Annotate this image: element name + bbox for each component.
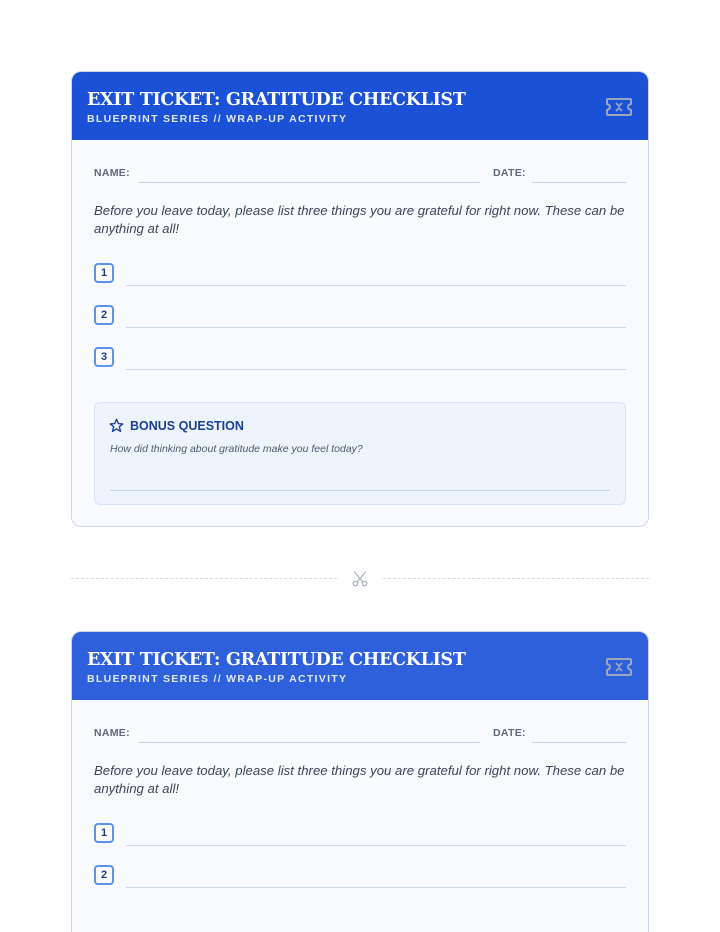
ticket-title: EXIT TICKET: GRATITUDE CHECKLIST	[87, 650, 466, 670]
date-label: DATE:	[493, 167, 526, 179]
name-date-row	[94, 167, 626, 183]
item-number: 2	[94, 305, 114, 325]
ticket-title: EXIT TICKET: GRATITUDE CHECKLIST	[87, 90, 466, 110]
item-answer-line[interactable]	[126, 845, 626, 846]
ticket-subtitle: BLUEPRINT SERIES // WRAP-UP ACTIVITY	[87, 113, 348, 125]
scissors-icon	[351, 570, 369, 588]
ticket-header	[72, 72, 648, 140]
ticket-icon	[605, 657, 633, 677]
instructions-text: Before you leave today, please list three things you are grateful for right now. These can be anything at all!	[94, 203, 625, 236]
gratitude-item	[94, 263, 626, 287]
item-number: 1	[94, 823, 114, 843]
bonus-answer-line[interactable]	[110, 490, 610, 491]
gratitude-item	[94, 347, 626, 371]
bonus-question-text: How did thinking about gratitude make you feel today?	[110, 443, 363, 455]
bonus-title: BONUS QUESTION	[130, 419, 244, 433]
name-field[interactable]	[138, 742, 480, 743]
name-field[interactable]	[138, 182, 480, 183]
item-answer-line[interactable]	[126, 887, 626, 888]
name-label: NAME:	[94, 727, 130, 739]
name-date-row	[94, 727, 626, 743]
cut-line	[71, 569, 649, 589]
exit-ticket-1	[71, 71, 649, 527]
cut-dashes-right	[383, 578, 649, 579]
exit-ticket-2	[71, 631, 649, 932]
star-icon	[109, 418, 124, 433]
gratitude-item	[94, 865, 626, 889]
gratitude-item	[94, 305, 626, 329]
item-answer-line[interactable]	[126, 327, 626, 328]
date-field[interactable]	[532, 742, 626, 743]
ticket-header	[72, 632, 648, 700]
item-number: 2	[94, 865, 114, 885]
instructions-text: Before you leave today, please list three things you are grateful for right now. These can be anything at all!	[94, 763, 625, 796]
date-label: DATE:	[493, 727, 526, 739]
cut-dashes-left	[71, 578, 337, 579]
item-answer-line[interactable]	[126, 369, 626, 370]
name-label: NAME:	[94, 167, 130, 179]
item-number: 1	[94, 263, 114, 283]
gratitude-item	[94, 823, 626, 847]
item-number: 3	[94, 347, 114, 367]
item-answer-line[interactable]	[126, 285, 626, 286]
bonus-question-box	[94, 402, 626, 505]
ticket-icon	[605, 97, 633, 117]
date-field[interactable]	[532, 182, 626, 183]
ticket-subtitle: BLUEPRINT SERIES // WRAP-UP ACTIVITY	[87, 673, 348, 685]
